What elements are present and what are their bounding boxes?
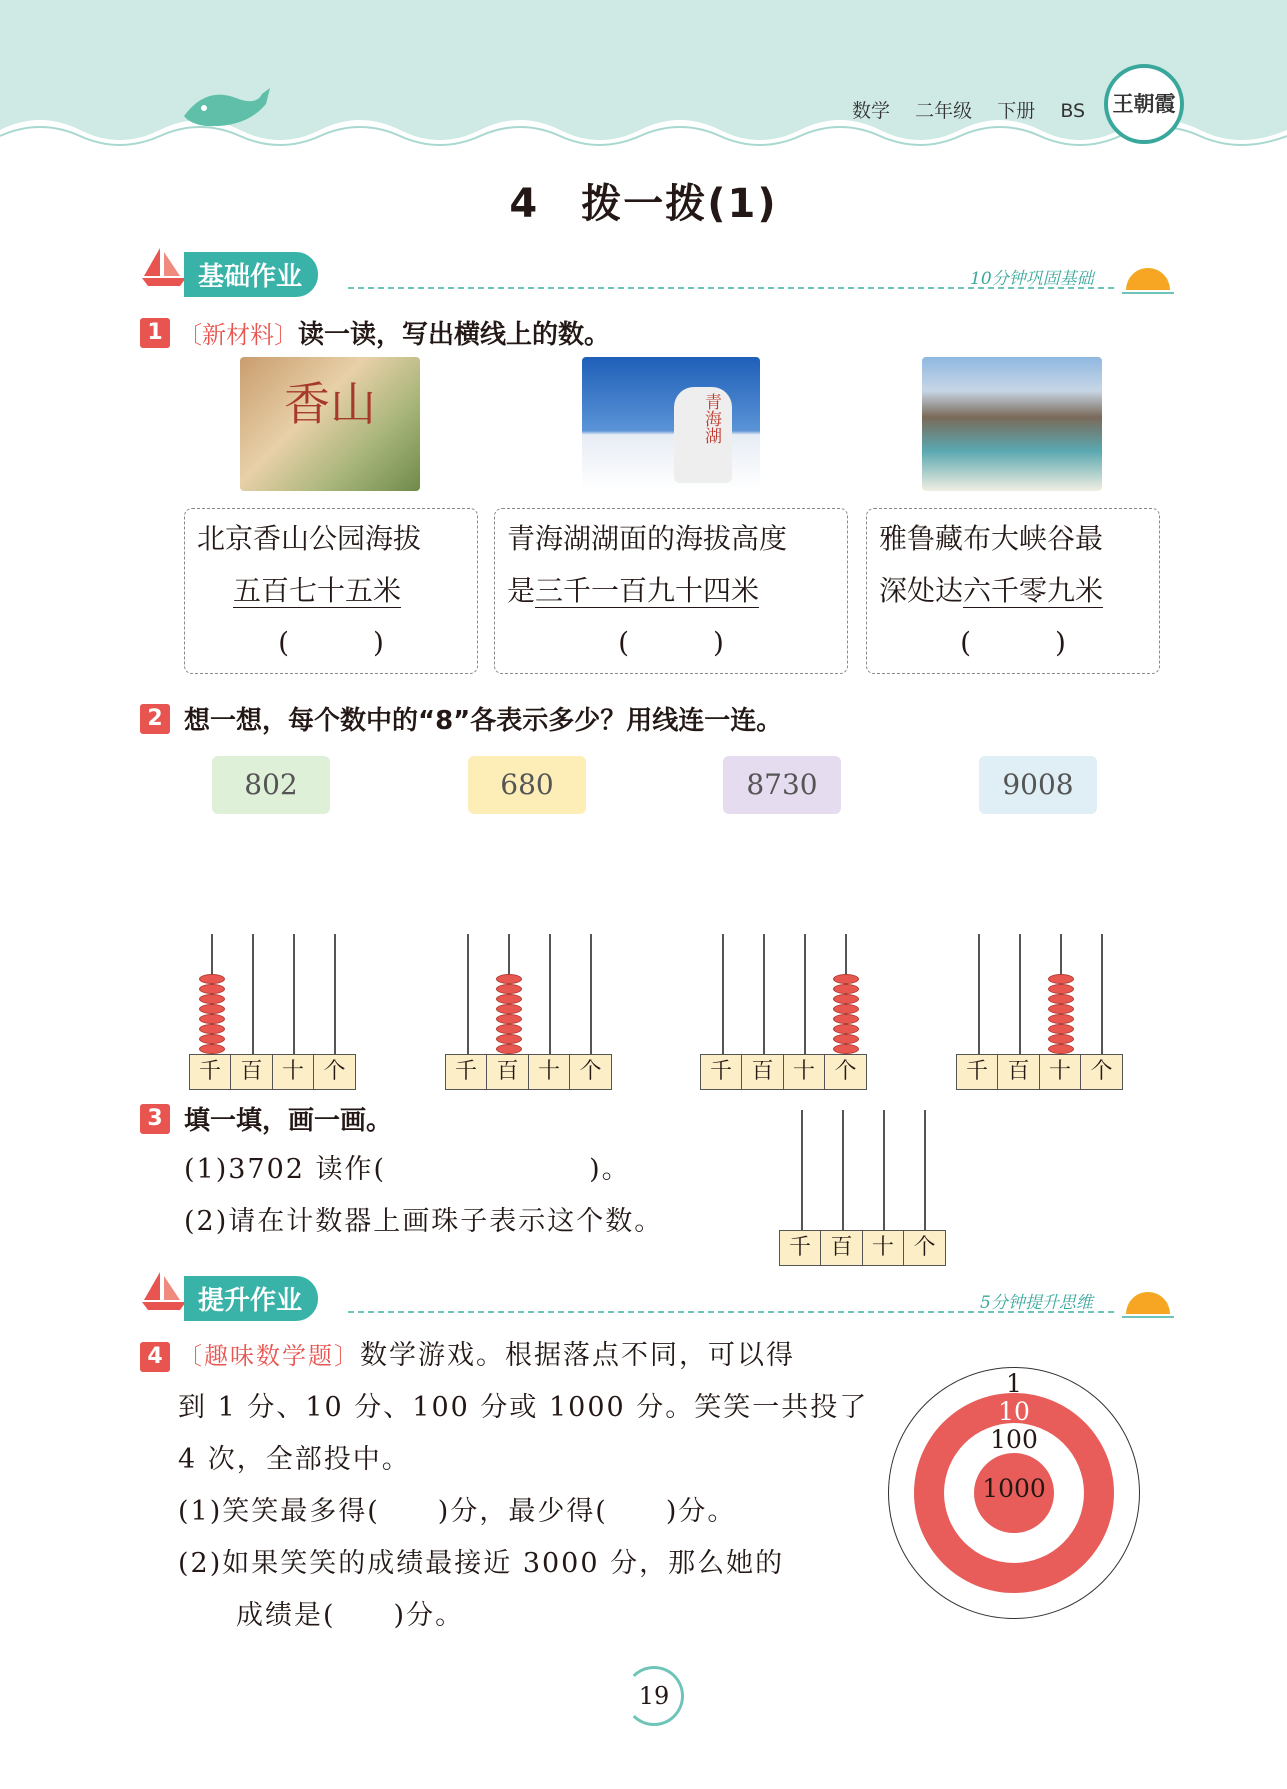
card-2-answer-blank[interactable]: ( )	[618, 626, 724, 659]
place-label-tens: 十	[1039, 1054, 1082, 1090]
abacus-bead	[496, 1014, 522, 1024]
abacus-bead	[199, 984, 225, 994]
abacus-rod	[722, 934, 724, 1054]
abacus-1[interactable]	[190, 934, 356, 1090]
abacus-bead	[833, 1044, 859, 1054]
abacus-rod	[801, 1110, 803, 1230]
abacus-rod	[1019, 934, 1021, 1054]
photo-xiangshan	[240, 357, 420, 491]
target-label-1000: 1000	[982, 1474, 1046, 1503]
question-4-line2: 到 1 分、10 分、100 分或 1000 分。笑笑一共投了	[178, 1392, 869, 1423]
section-advanced-label: 提升作业	[184, 1276, 318, 1321]
abacus-rod	[590, 934, 592, 1054]
question-4-part1: (1)笑笑最多得( )分，最少得( )分。	[178, 1496, 737, 1527]
book-meta	[852, 96, 1105, 123]
card-3-underlined-number: 六千零九米	[963, 574, 1104, 607]
number-box-680[interactable]: 680	[468, 756, 586, 814]
abacus-bead	[1048, 1024, 1074, 1034]
section-basic-label: 基础作业	[184, 252, 318, 297]
place-label-thousands: 千	[779, 1230, 822, 1266]
abacus-bead	[496, 984, 522, 994]
card-3-prefix: 深处达	[879, 574, 964, 607]
question-3-part1: (1)3702 读作( )。	[184, 1154, 631, 1185]
abacus-bead	[496, 974, 522, 984]
abacus-bead	[833, 1024, 859, 1034]
abacus-bead	[496, 1044, 522, 1054]
abacus-bead	[199, 1004, 225, 1014]
brand-name: 王朝霞	[1112, 91, 1176, 116]
abacus-bead	[496, 994, 522, 1004]
question-4-number: 4	[140, 1342, 170, 1372]
question-3-part2: (2)请在计数器上画珠子表示这个数。	[184, 1206, 664, 1237]
abacus-rods	[446, 934, 612, 1054]
sun-icon	[1120, 258, 1176, 298]
abacus-bead	[1048, 1044, 1074, 1054]
abacus-bead	[833, 994, 859, 1004]
abacus-bead	[1048, 974, 1074, 984]
place-label-hundreds: 百	[820, 1230, 863, 1266]
subject-label: 数学	[852, 100, 891, 122]
abacus-bead	[833, 974, 859, 984]
question-1-number: 1	[140, 318, 170, 348]
abacus-rods	[701, 934, 867, 1054]
card-2-prefix: 是	[507, 574, 536, 607]
place-label-ones: 个	[903, 1230, 946, 1266]
place-label-hundreds: 百	[997, 1054, 1040, 1090]
place-label-thousands: 千	[445, 1054, 488, 1090]
question-4-body	[178, 1330, 878, 1642]
place-label-tens: 十	[862, 1230, 905, 1266]
question-4-line1: 数学游戏。根据落点不同，可以得	[360, 1340, 795, 1371]
abacus-place-labels	[780, 1230, 946, 1266]
section-advanced-tag: 5分钟提升思维	[980, 1293, 1093, 1313]
abacus-bead	[199, 1044, 225, 1054]
abacus-place-labels	[701, 1054, 867, 1090]
header-band	[0, 0, 1287, 150]
abacus-rods	[780, 1110, 946, 1230]
abacus-bead	[199, 1034, 225, 1044]
card-qinghai	[494, 508, 848, 674]
card-1-line1: 北京香山公园海拔	[197, 522, 422, 555]
abacus-bead	[1048, 1004, 1074, 1014]
abacus-bead	[496, 1024, 522, 1034]
volume-label: 下册	[997, 100, 1036, 122]
question-4-line3: 4 次，全部投中。	[178, 1444, 411, 1475]
sailboat-icon	[140, 246, 188, 288]
target-label-10: 10	[998, 1397, 1030, 1426]
card-3-answer-blank[interactable]: ( )	[960, 626, 1066, 659]
abacus-rod	[763, 934, 765, 1054]
abacus-4[interactable]	[957, 934, 1123, 1090]
abacus-bead	[496, 1034, 522, 1044]
photo-qinghai-lake	[582, 357, 760, 491]
abacus-bead	[1048, 994, 1074, 1004]
place-label-thousands: 千	[956, 1054, 999, 1090]
question-3-number: 3	[140, 1104, 170, 1134]
abacus-2[interactable]	[446, 934, 612, 1090]
abacus-bead	[833, 1004, 859, 1014]
target-label-1: 1	[1006, 1369, 1022, 1398]
abacus-bead	[1048, 1034, 1074, 1044]
place-label-hundreds: 百	[230, 1054, 273, 1090]
fun-math-tag: 〔趣味数学题〕	[178, 1342, 360, 1370]
abacus-rod	[924, 1110, 926, 1230]
page-number: 19	[624, 1666, 684, 1726]
card-2-line1: 青海湖湖面的海拔高度	[507, 522, 788, 555]
target-board	[888, 1367, 1140, 1619]
photo-yarlung-canyon	[922, 357, 1102, 491]
place-label-tens: 十	[528, 1054, 571, 1090]
abacus-place-labels	[446, 1054, 612, 1090]
photo-xiangshan-carving: 香山	[284, 377, 376, 431]
abacus-rod	[293, 934, 295, 1054]
question-4-part2-line1: (2)如果笑笑的成绩最接近 3000 分，那么她的	[178, 1548, 785, 1579]
place-label-ones: 个	[1080, 1054, 1123, 1090]
abacus-bead	[833, 984, 859, 994]
place-label-hundreds: 百	[486, 1054, 529, 1090]
card-1-answer-blank[interactable]: ( )	[278, 626, 384, 659]
grade-label: 二年级	[915, 100, 973, 122]
card-xiangshan	[184, 508, 478, 674]
number-box-9008[interactable]: 9008	[979, 756, 1097, 814]
card-yarlung	[866, 508, 1160, 674]
abacus-bead	[496, 1004, 522, 1014]
card-2-underlined-number: 三千一百九十四米	[535, 574, 760, 607]
card-1-underlined-number: 五百七十五米	[233, 574, 402, 607]
abacus-bead	[833, 1034, 859, 1044]
abacus-rod	[1101, 934, 1103, 1054]
question-3-text: 填一填，画一画。	[184, 1106, 393, 1136]
question-4-part2-line2: 成绩是( )分。	[178, 1600, 465, 1631]
abacus-place-labels	[190, 1054, 356, 1090]
question-1-text: 读一读，写出横线上的数。	[298, 320, 611, 350]
place-label-ones: 个	[824, 1054, 867, 1090]
abacus-bead	[199, 1024, 225, 1034]
abacus-bead	[199, 994, 225, 1004]
abacus-place-labels	[957, 1054, 1123, 1090]
abacus-rod	[842, 1110, 844, 1230]
abacus-rod	[883, 1110, 885, 1230]
number-box-802[interactable]: 802	[212, 756, 330, 814]
abacus-rod	[549, 934, 551, 1054]
abacus-rod	[334, 934, 336, 1054]
brand-logo	[1104, 64, 1184, 144]
sailboat-icon	[140, 1270, 188, 1312]
page-title: 4 拨一拨(1)	[509, 181, 778, 227]
abacus-rod	[252, 934, 254, 1054]
place-label-thousands: 千	[700, 1054, 743, 1090]
abacus-bead	[833, 1014, 859, 1024]
question-2-text: 想一想，每个数中的“8”各表示多少？用线连一连。	[184, 706, 783, 736]
new-material-tag: 〔新材料〕	[178, 321, 298, 349]
edition-label: BS	[1060, 100, 1086, 122]
question-2-number: 2	[140, 704, 170, 734]
abacus-rods	[957, 934, 1123, 1054]
abacus-bead	[199, 1014, 225, 1024]
abacus-bead	[199, 974, 225, 984]
sun-icon	[1120, 1282, 1176, 1322]
abacus-rod	[978, 934, 980, 1054]
place-label-ones: 个	[313, 1054, 356, 1090]
place-label-tens: 十	[783, 1054, 826, 1090]
place-label-thousands: 千	[189, 1054, 232, 1090]
question-1-prompt	[178, 314, 610, 351]
abacus-bead	[1048, 1014, 1074, 1024]
abacus-3[interactable]	[701, 934, 867, 1090]
section-basic-tag: 10分钟巩固基础	[970, 269, 1094, 289]
abacus-rod	[804, 934, 806, 1054]
abacus-blank[interactable]	[780, 1110, 946, 1266]
place-label-hundreds: 百	[741, 1054, 784, 1090]
place-label-ones: 个	[569, 1054, 612, 1090]
card-3-line1: 雅鲁藏布大峡谷最	[879, 522, 1104, 555]
abacus-bead	[1048, 984, 1074, 994]
whale-icon	[176, 76, 272, 132]
abacus-rod	[467, 934, 469, 1054]
place-label-tens: 十	[272, 1054, 315, 1090]
abacus-rods	[190, 934, 356, 1054]
target-label-100: 100	[990, 1425, 1038, 1454]
number-box-8730[interactable]: 8730	[723, 756, 841, 814]
photo-qinghai-stone-text: 青海湖	[701, 393, 721, 444]
